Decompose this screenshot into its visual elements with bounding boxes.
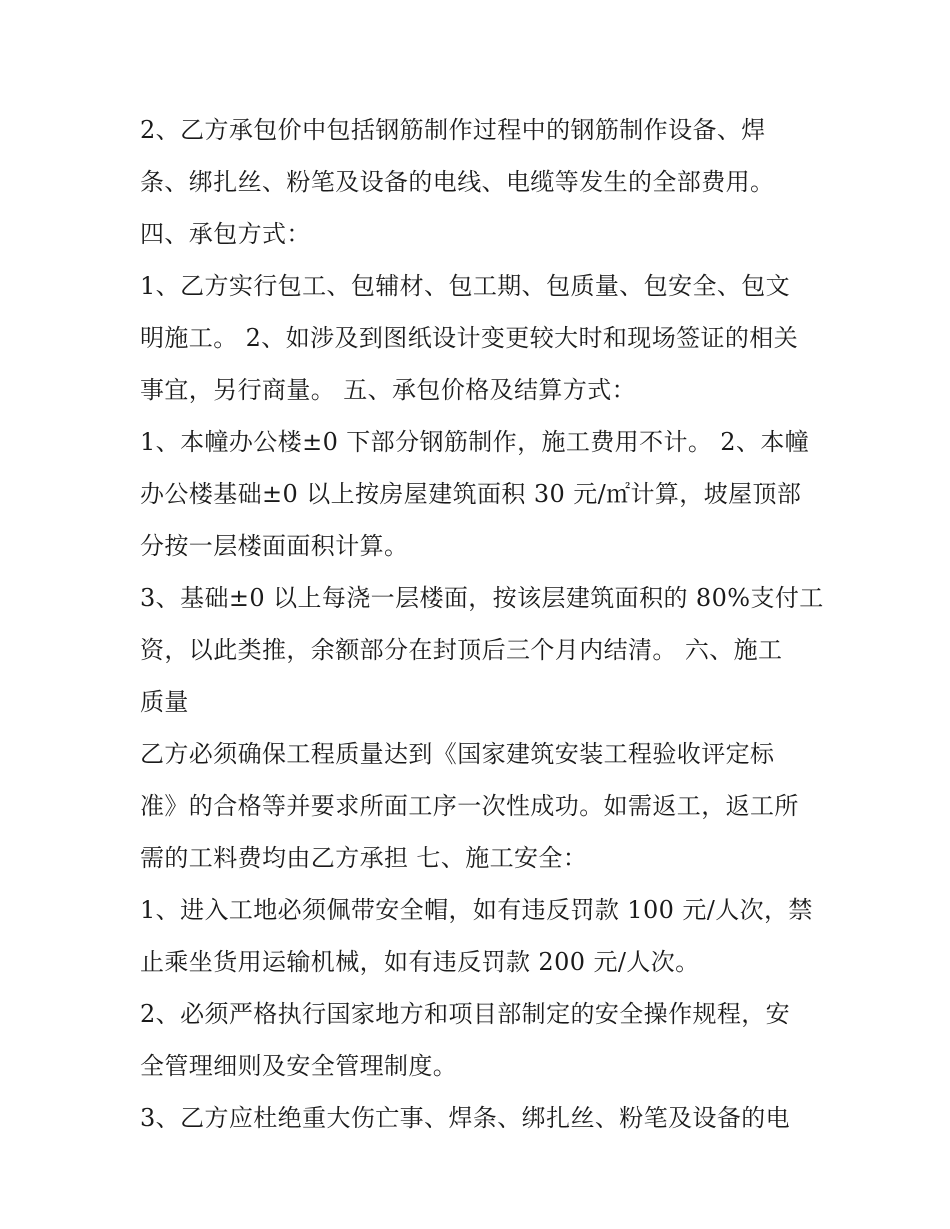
text-line: 1、本幢办公楼±0 下部分钢筋制作，施工费用不计。 2、本幢 — [140, 428, 810, 456]
text-line: 2、必须严格执行国家地方和项目部制定的安全操作规程，安 — [140, 1000, 791, 1028]
text-line: 需的工料费均由乙方承担 七、施工安全： — [140, 844, 588, 872]
text-line: 全管理细则及安全管理制度。 — [140, 1052, 458, 1080]
text-line: 资，以此类推，余额部分在封顶后三个月内结清。 六、施工 — [140, 636, 783, 664]
text-line: 3、乙方应杜绝重大伤亡事、焊条、绑扎丝、粉笔及设备的电 — [140, 1104, 791, 1132]
text-line: 乙方必须确保工程质量达到《国家建筑安装工程验收评定标 — [140, 740, 775, 768]
text-line: 办公楼基础±0 以上按房屋建筑面积 30 元/㎡计算，坡屋顶部 — [140, 480, 802, 508]
text-line: 明施工。 2、如涉及到图纸设计变更较大时和现场签证的相关 — [140, 324, 799, 352]
section-heading: 四、承包方式： — [140, 220, 311, 248]
text-line: 3、基础±0 以上每浇一层楼面，按该层建筑面积的 80%支付工 — [140, 584, 824, 612]
text-line: 分按一层楼面面积计算。 — [140, 532, 409, 560]
text-line: 1、进入工地必须佩带安全帽，如有违反罚款 100 元/人次，禁 — [140, 896, 813, 924]
text-line: 事宜，另行商量。 五、承包价格及结算方式： — [140, 376, 637, 404]
text-line: 条、绑扎丝、粉笔及设备的电线、电缆等发生的全部费用。 — [140, 168, 775, 196]
text-line: 质量 — [140, 688, 189, 716]
text-line: 止乘坐货用运输机械，如有违反罚款 200 元/人次。 — [140, 948, 700, 976]
text-line: 1、乙方实行包工、包辅材、包工期、包质量、包安全、包文 — [140, 272, 791, 300]
text-line: 2、乙方承包价中包括钢筋制作过程中的钢筋制作设备、焊 — [140, 116, 766, 144]
text-line: 准》的合格等并要求所面工序一次性成功。如需返工，返工所 — [140, 792, 799, 820]
